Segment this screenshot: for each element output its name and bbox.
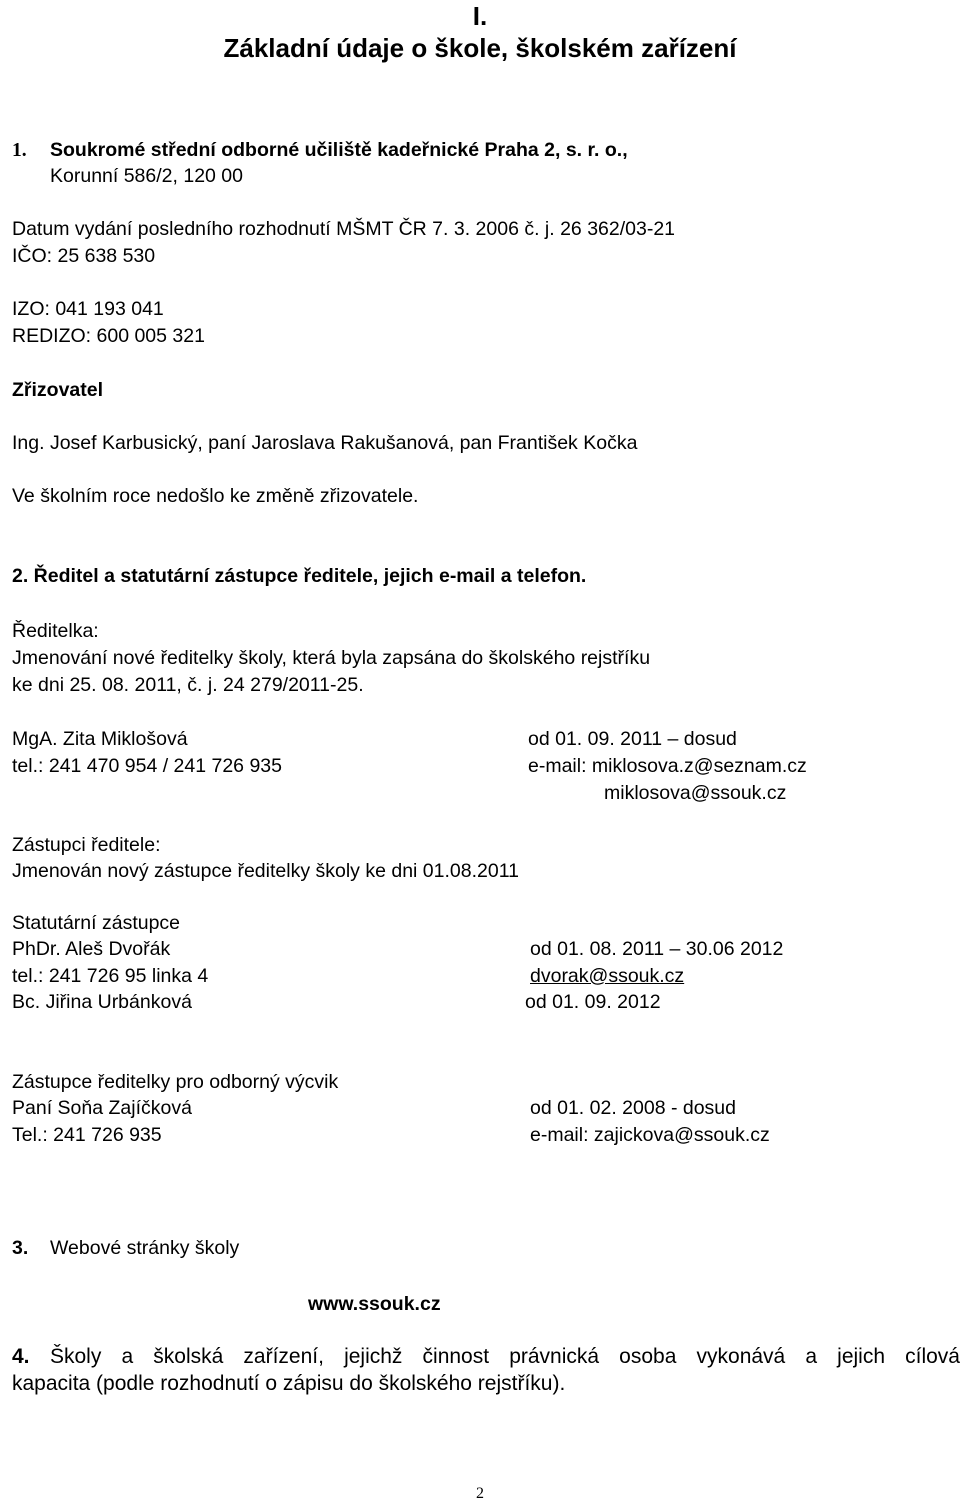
deputies-note: Jmenován nový zástupce ředitelky školy ke dni 01.08.2011 xyxy=(12,860,519,882)
appointment-line-1: Jmenování nové ředitelky školy, která byla zapsána do školského rejstříku xyxy=(12,647,651,669)
section-3-number: 3. xyxy=(12,1237,29,1259)
page-title: Základní údaje o škole, školském zařízení xyxy=(223,33,737,63)
founder-note: Ve školním roce nedošlo ke změně zřizovatele. xyxy=(12,485,419,507)
statutory-since: od 01. 08. 2011 – 30.06 2012 xyxy=(530,938,784,960)
section-4-line-2: kapacita (podle rozhodnutí o zápisu do školského rejstříku). xyxy=(12,1372,566,1395)
deputies-label: Zástupci ředitele: xyxy=(12,834,161,856)
section-3-title: Webové stránky školy xyxy=(50,1237,240,1259)
ico-number: IČO: 25 638 530 xyxy=(12,245,156,267)
statutory-name: PhDr. Aleš Dvořák xyxy=(12,938,171,960)
section-1-number: 1. xyxy=(12,140,27,161)
successor-name: Bc. Jiřina Urbánková xyxy=(12,991,192,1013)
training-since: od 01. 02. 2008 - dosud xyxy=(530,1097,736,1119)
page-number: 2 xyxy=(476,1485,484,1502)
section-1-title: Soukromé střední odborné učiliště kadeřnické Praha 2, s. r. o., xyxy=(50,139,628,161)
director-phone: tel.: 241 470 954 / 241 726 935 xyxy=(12,755,282,777)
training-label: Zástupce ředitelky pro odborný výcvik xyxy=(12,1071,339,1093)
training-phone: Tel.: 241 726 935 xyxy=(12,1124,162,1146)
appointment-line-2: ke dni 25. 08. 2011, č. j. 24 279/2011-25. xyxy=(12,674,364,696)
chapter-number: I. xyxy=(472,1,488,31)
successor-since: od 01. 09. 2012 xyxy=(525,991,661,1013)
redizo-number: REDIZO: 600 005 321 xyxy=(12,325,205,347)
director-email-1: e-mail: miklosova.z@seznam.cz xyxy=(528,755,807,777)
izo-number: IZO: 041 193 041 xyxy=(12,298,164,320)
training-name: Paní Soňa Zajíčková xyxy=(12,1097,192,1119)
statutory-phone: tel.: 241 726 95 linka 4 xyxy=(12,965,209,987)
section-4-line-1: Školy a školská zařízení, jejichž činnost právnická osoba vykonává a jejich cílová xyxy=(50,1345,960,1368)
director-label: Ředitelka: xyxy=(12,620,99,642)
statutory-label: Statutární zástupce xyxy=(12,912,181,934)
section-4-number: 4. xyxy=(12,1345,30,1368)
website-url[interactable]: www.ssouk.cz xyxy=(308,1293,441,1315)
statutory-email-link[interactable]: dvorak@ssouk.cz xyxy=(530,965,685,987)
founder-heading: Zřizovatel xyxy=(12,379,104,401)
director-email-2: miklosova@ssouk.cz xyxy=(604,782,787,804)
training-email: e-mail: zajickova@ssouk.cz xyxy=(530,1124,770,1146)
director-since: od 01. 09. 2011 – dosud xyxy=(528,728,737,750)
founders-list: Ing. Josef Karbusický, paní Jaroslava Rakušanová, pan František Kočka xyxy=(12,432,638,454)
decision-date: Datum vydání posledního rozhodnutí MŠMT ČR 7. 3. 2006 č. j. 26 362/03-21 xyxy=(12,218,676,240)
section-2-title: 2. Ředitel a statutární zástupce ředitele, jejich e-mail a telefon. xyxy=(12,565,587,587)
school-address: Korunní 586/2, 120 00 xyxy=(50,165,243,187)
director-name: MgA. Zita Miklošová xyxy=(12,728,188,750)
